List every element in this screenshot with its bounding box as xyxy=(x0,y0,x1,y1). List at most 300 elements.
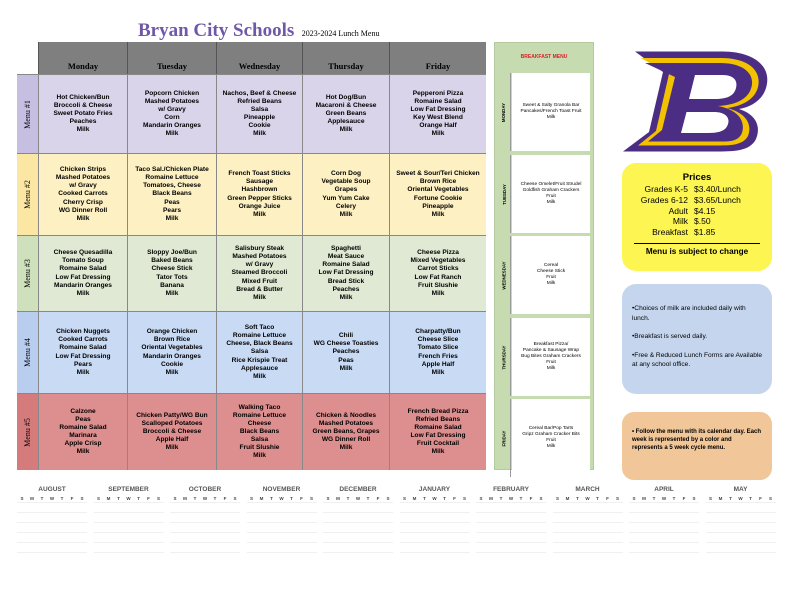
calendar-day-cell xyxy=(230,552,240,562)
breakfast-item: Sweet & Salty Granola Bar xyxy=(522,103,580,109)
calendar-day-cell xyxy=(476,542,486,552)
calendar-day-cell xyxy=(746,502,756,512)
menu-item: Soft Taco xyxy=(244,324,275,332)
calendar-day-cell xyxy=(323,542,333,552)
calendar-day-cell xyxy=(526,512,536,522)
menu-item: Milk xyxy=(76,289,90,297)
calendar-day-cell xyxy=(77,542,87,552)
calendar-day-cell xyxy=(736,532,746,542)
calendar-day-cell xyxy=(287,552,297,562)
menu-item: Banana xyxy=(160,281,184,289)
calendar-day-cell xyxy=(144,532,154,542)
calendar-weekdays xyxy=(94,496,164,501)
calendar-weekday: M xyxy=(106,496,111,501)
calendar-day-cell xyxy=(649,542,659,552)
calendar-weekday: T xyxy=(346,496,350,501)
breakfast-day xyxy=(498,399,511,477)
calendar-day-cell xyxy=(440,512,450,522)
calendar-weekday: T xyxy=(60,496,64,501)
calendar-day-cell xyxy=(410,502,420,512)
calendar-day-cell xyxy=(486,512,496,522)
calendar-weekday: T xyxy=(193,496,197,501)
menu-item: Green Beans, Grapes xyxy=(312,427,380,435)
calendar-day-cell xyxy=(333,502,343,512)
calendar-day-cell xyxy=(134,542,144,552)
calendar-day-cell xyxy=(180,542,190,552)
menu-item: Mashed Potatoes xyxy=(318,419,374,427)
menu-item: Mandarin Oranges xyxy=(54,281,112,289)
day-header-label: Monday xyxy=(67,61,99,71)
price-row xyxy=(640,184,741,195)
calendar-days xyxy=(400,502,470,562)
calendar-day-cell xyxy=(669,532,679,542)
calendar-month-name: SEPTEMBER xyxy=(108,486,149,493)
calendar-day-cell xyxy=(37,512,47,522)
menu-item: Hot Chicken/Bun xyxy=(56,93,110,101)
calendar-day-cell xyxy=(516,502,526,512)
menu-item: Sweet Potato Fries xyxy=(53,109,113,117)
menu-item: Romaine Salad xyxy=(59,423,107,431)
calendar-weekday: F xyxy=(606,496,609,501)
calendar-month-name: DECEMBER xyxy=(339,486,377,493)
calendar-day-cell xyxy=(726,552,736,562)
calendar-day-cell xyxy=(124,552,134,562)
menu-item: Oriental Vegetables xyxy=(141,344,203,352)
menu-item: Mashed Potatoes xyxy=(55,174,111,182)
calendar-month-april xyxy=(629,486,699,562)
menu-item: Low Fat Dressing xyxy=(55,273,111,281)
calendar-day-cell xyxy=(726,522,736,532)
calendar-day-cell xyxy=(613,522,623,532)
grid-corner xyxy=(17,42,38,74)
calendar-day-cell xyxy=(307,542,317,552)
menu-label-text: Menu #2 xyxy=(23,180,33,209)
breakfast-day-label: WEDNESDAY xyxy=(501,260,507,290)
calendar-day-cell xyxy=(496,522,506,532)
calendar-day-cell xyxy=(496,502,506,512)
calendar-weekday: S xyxy=(402,496,406,501)
menu-item: Macaroni & Cheese xyxy=(315,101,377,109)
school-name: Bryan City Schools xyxy=(138,20,295,41)
calendar-day-cell xyxy=(516,512,526,522)
calendar-month-name: JANUARY xyxy=(418,486,451,493)
menu-item: Popcorn Chicken xyxy=(144,89,200,97)
menu-item: Milk xyxy=(339,126,353,134)
menu-item: Cheese, Black Beans xyxy=(226,340,293,348)
calendar-day-cell xyxy=(536,542,546,552)
calendar-day-cell xyxy=(200,532,210,542)
calendar-day-cell xyxy=(629,542,639,552)
menu-item: Low Fat Dressing xyxy=(410,432,466,439)
calendar-day-cell xyxy=(220,552,230,562)
menu-item: Baked Beans xyxy=(151,257,193,265)
calendar-day-cell xyxy=(440,502,450,512)
breakfast-item: Cereal xyxy=(543,263,559,269)
calendar-month-name: AUGUST xyxy=(38,486,66,493)
calendar-day-cell xyxy=(210,502,220,512)
calendar-day-cell xyxy=(287,502,297,512)
calendar-day-cell xyxy=(639,552,649,562)
menu-cell xyxy=(127,393,216,470)
day-header-monday xyxy=(38,42,127,74)
calendar-day-cell xyxy=(343,532,353,542)
calendar-weekday: M xyxy=(336,496,340,501)
calendar-day-cell xyxy=(297,522,307,532)
calendar-weekday: T xyxy=(749,496,752,501)
menu-item: Key West Blend xyxy=(413,114,463,121)
calendar-weekday: S xyxy=(555,496,559,501)
menu-cell xyxy=(302,74,389,153)
day-header-label: Friday xyxy=(425,61,451,71)
calendar-day-cell xyxy=(220,532,230,542)
bryan-b-logo-icon xyxy=(620,44,778,154)
menu-cell xyxy=(302,153,389,235)
calendar-day-cell xyxy=(506,532,516,542)
calendar-day-cell xyxy=(27,552,37,562)
calendar-weekday: T xyxy=(40,496,44,501)
calendar-weekday: F xyxy=(70,496,74,501)
breakfast-item: Cheese Stick xyxy=(536,269,566,275)
calendar-day-cell xyxy=(410,522,420,532)
calendar-weekday: S xyxy=(386,496,390,501)
calendar-weekday: T xyxy=(652,496,656,501)
calendar-day-cell xyxy=(486,532,496,542)
calendar-day-cell xyxy=(114,552,124,562)
calendar-weekday: T xyxy=(576,496,579,501)
calendar-day-cell xyxy=(257,532,267,542)
calendar-day-cell xyxy=(257,502,267,512)
menu-item: Peaches xyxy=(332,285,360,293)
calendar-weekday: M xyxy=(30,496,34,501)
calendar-day-cell xyxy=(144,542,154,552)
calendar-day-cell xyxy=(736,542,746,552)
calendar-day-cell xyxy=(573,502,583,512)
calendar-day-cell xyxy=(220,542,230,552)
breakfast-items xyxy=(512,318,590,396)
menu-item: WG Dinner Roll xyxy=(321,436,371,444)
calendar-day-cell xyxy=(400,532,410,542)
breakfast-day-label: TUESDAY xyxy=(501,183,507,205)
menu-item: Romaine Salad xyxy=(59,265,107,273)
menu-item: Peaches xyxy=(69,118,97,126)
calendar-day-cell xyxy=(603,542,613,552)
calendar-day-cell xyxy=(486,502,496,512)
calendar-day-cell xyxy=(363,542,373,552)
calendar-day-cell xyxy=(94,552,104,562)
menu-item: Cheese Stick xyxy=(151,265,193,273)
calendar-day-cell xyxy=(373,502,383,512)
menu-item: Milk xyxy=(165,444,179,452)
calendar-weekday: M xyxy=(489,496,493,501)
calendar-weekdays xyxy=(400,496,470,501)
calendar-day-cell xyxy=(17,502,27,512)
calendar-day-cell xyxy=(144,502,154,512)
calendar-day-cell xyxy=(190,512,200,522)
calendar-day-cell xyxy=(516,542,526,552)
calendar-day-cell xyxy=(410,542,420,552)
menu-item: Corn xyxy=(164,114,180,121)
breakfast-day xyxy=(498,236,511,314)
calendar-day-cell xyxy=(450,542,460,552)
calendar-day-cell xyxy=(410,512,420,522)
calendar-month-march xyxy=(553,486,623,562)
calendar-day-cell xyxy=(154,502,164,512)
calendar-day-cell xyxy=(353,552,363,562)
menu-item: French Toast Sticks xyxy=(228,170,291,178)
menu-item: Salsa xyxy=(250,436,269,444)
calendar-day-cell xyxy=(756,502,766,512)
breakfast-items xyxy=(512,73,590,151)
calendar-day-cell xyxy=(77,522,87,532)
calendar-day-cell xyxy=(27,512,37,522)
menu-cell xyxy=(127,74,216,153)
menu-item: Milk xyxy=(253,293,266,301)
calendar-day-cell xyxy=(766,532,776,542)
calendar-day-cell xyxy=(200,552,210,562)
calendar-day-cell xyxy=(353,532,363,542)
menu-item: Peas xyxy=(75,415,91,423)
calendar-days xyxy=(553,502,623,562)
calendar-month-november xyxy=(247,486,317,562)
calendar-day-cell xyxy=(506,542,516,552)
menu-item: Milk xyxy=(76,214,90,222)
calendar-day-cell xyxy=(563,522,573,532)
menu-item: Hashbrown xyxy=(241,186,278,194)
calendar-day-cell xyxy=(649,552,659,562)
menu-item: Milk xyxy=(339,444,353,452)
calendar-weekdays xyxy=(170,496,240,501)
menu-item: Walking Taco xyxy=(238,403,281,411)
menu-item: Milk xyxy=(253,452,266,460)
calendar-weekdays xyxy=(629,496,699,501)
calendar-day-cell xyxy=(114,532,124,542)
calendar-day-cell xyxy=(373,542,383,552)
calendar-day-cell xyxy=(257,512,267,522)
calendar-days xyxy=(323,502,393,562)
calendar-day-cell xyxy=(267,552,277,562)
calendar-day-cell xyxy=(476,522,486,532)
calendar-day-cell xyxy=(440,552,450,562)
calendar-day-cell xyxy=(383,552,393,562)
calendar-day-cell xyxy=(307,522,317,532)
calendar-days xyxy=(247,502,317,562)
calendar-day-cell xyxy=(553,512,563,522)
calendar-day-cell xyxy=(603,512,613,522)
calendar-day-cell xyxy=(766,522,776,532)
calendar-day-cell xyxy=(144,512,154,522)
calendar-day-cell xyxy=(144,552,154,562)
menu-item: Chicken Nuggets xyxy=(56,328,110,336)
calendar-day-cell xyxy=(154,522,164,532)
calendar-day-cell xyxy=(363,512,373,522)
calendar-day-cell xyxy=(200,542,210,552)
calendar-day-cell xyxy=(297,532,307,542)
calendar-day-cell xyxy=(333,522,343,532)
menu-item: Pears xyxy=(163,206,181,214)
calendar-day-cell xyxy=(383,532,393,542)
menu-item: Peas xyxy=(164,198,180,206)
calendar-day-cell xyxy=(593,522,603,532)
menu-item: Cheese Quesadilla xyxy=(53,249,113,257)
menu-item: Milk xyxy=(76,126,90,134)
calendar-day-cell xyxy=(17,532,27,542)
calendar-day-cell xyxy=(593,542,603,552)
calendar-day-cell xyxy=(247,552,257,562)
calendar-day-cell xyxy=(573,522,583,532)
calendar-month-name: NOVEMBER xyxy=(262,486,301,493)
menu-item: Fruit Slushie xyxy=(418,281,458,289)
calendar-weekday: F xyxy=(147,496,150,501)
calendar-day-cell xyxy=(746,552,756,562)
menu-label-4 xyxy=(17,311,38,393)
calendar-day-cell xyxy=(420,552,430,562)
menu-item: Apple Crisp xyxy=(64,440,102,448)
menu-cell xyxy=(302,393,389,470)
calendar-day-cell xyxy=(603,522,613,532)
calendar-day-cell xyxy=(210,512,220,522)
calendar-weekday: T xyxy=(270,496,273,501)
page-title xyxy=(138,20,379,42)
calendar-day-cell xyxy=(124,532,134,542)
menu-item: Fortune Cookie xyxy=(413,194,463,202)
menu-item: French Fries xyxy=(418,352,458,360)
calendar-day-cell xyxy=(343,522,353,532)
calendar-day-cell xyxy=(297,552,307,562)
calendar-day-cell xyxy=(460,512,470,522)
menu-item: w/ Gravy xyxy=(245,261,274,269)
calendar-day-cell xyxy=(450,512,460,522)
menu-subtitle: 2023-2024 Lunch Menu xyxy=(301,29,380,38)
calendar-day-cell xyxy=(689,522,699,532)
menu-cell xyxy=(389,311,486,393)
calendar-day-cell xyxy=(496,552,506,562)
calendar-month-august xyxy=(17,486,87,562)
calendar-day-cell xyxy=(486,552,496,562)
menu-item: Spaghetti xyxy=(330,245,362,253)
calendar-day-cell xyxy=(766,502,776,512)
calendar-day-cell xyxy=(573,512,583,522)
calendar-day-cell xyxy=(94,532,104,542)
menu-item: Meat Sauce xyxy=(327,253,365,261)
calendar-weekday: S xyxy=(692,496,696,501)
calendar-day-cell xyxy=(104,502,114,512)
calendar-weekday: W xyxy=(585,496,590,501)
calendar-day-cell xyxy=(230,512,240,522)
calendar-weekday: S xyxy=(708,496,712,501)
calendar-day-cell xyxy=(27,542,37,552)
calendar-day-cell xyxy=(506,522,516,532)
calendar-day-cell xyxy=(496,532,506,542)
calendar-weekday: M xyxy=(565,496,570,501)
price-value: $.50 xyxy=(694,216,711,227)
calendar-days xyxy=(706,502,776,562)
calendar-day-cell xyxy=(420,512,430,522)
menu-item: Mandarin Oranges xyxy=(143,352,201,360)
menu-item: Salisbury Steak xyxy=(234,245,285,253)
calendar-day-cell xyxy=(669,542,679,552)
calendar-day-cell xyxy=(383,522,393,532)
calendar-day-cell xyxy=(190,542,200,552)
calendar-day-cell xyxy=(573,552,583,562)
price-label: Adult xyxy=(668,205,688,216)
calendar-weekday: S xyxy=(615,496,619,501)
price-row xyxy=(640,206,741,217)
menu-cell xyxy=(127,235,216,311)
menu-item: Bread Stick xyxy=(327,277,365,285)
calendar-day-cell xyxy=(659,532,669,542)
calendar-day-cell xyxy=(766,542,776,552)
calendar-day-cell xyxy=(287,532,297,542)
calendar-day-cell xyxy=(583,532,593,542)
calendar-day-cell xyxy=(17,552,27,562)
calendar-day-cell xyxy=(134,522,144,532)
calendar-day-cell xyxy=(420,502,430,512)
menu-item: Cherry Crisp xyxy=(63,198,103,206)
calendar-day-cell xyxy=(629,502,639,512)
calendar-day-cell xyxy=(210,552,220,562)
breakfast-item: Bug Bites Graham Crackers xyxy=(521,354,581,359)
calendar-day-cell xyxy=(679,552,689,562)
calendar-day-cell xyxy=(57,522,67,532)
menu-item: Pineapple xyxy=(422,202,454,210)
menu-item: Chicken Strips xyxy=(59,166,107,174)
calendar-month-december xyxy=(323,486,393,562)
calendar-day-cell xyxy=(583,502,593,512)
calendar-day-cell xyxy=(526,532,536,542)
calendar-day-cell xyxy=(689,532,699,542)
calendar-day-cell xyxy=(170,552,180,562)
calendar-day-cell xyxy=(593,512,603,522)
calendar-day-cell xyxy=(57,512,67,522)
calendar-day-cell xyxy=(593,532,603,542)
calendar-days xyxy=(170,502,240,562)
calendar-day-cell xyxy=(333,552,343,562)
calendar-day-cell xyxy=(17,522,27,532)
calendar-day-cell xyxy=(363,522,373,532)
menu-item: Sloppy Joe/Bun xyxy=(147,249,197,257)
calendar-day-cell xyxy=(134,532,144,542)
menu-item: Milk xyxy=(431,448,445,456)
calendar-day-cell xyxy=(526,522,536,532)
breakfast-row-friday xyxy=(498,399,590,477)
menu-item: Corn Dog xyxy=(330,170,362,178)
calendar-day-cell xyxy=(267,532,277,542)
breakfast-item: Pancakes/French Toast Fruit xyxy=(520,109,582,114)
calendar-day-cell xyxy=(563,532,573,542)
menu-cell xyxy=(389,393,486,470)
price-value: $3.65/Lunch xyxy=(694,194,741,205)
menu-label-text: Menu #3 xyxy=(23,259,33,288)
menu-item: Charpatty/Bun xyxy=(415,328,461,336)
calendar-day-cell xyxy=(526,552,536,562)
calendar-day-cell xyxy=(37,522,47,532)
menu-item: Fruit Slushie xyxy=(239,444,280,452)
calendar-day-cell xyxy=(247,532,257,542)
calendar-day-cell xyxy=(230,542,240,552)
calendar-day-cell xyxy=(124,512,134,522)
calendar-day-cell xyxy=(659,512,669,522)
calendar-weekday: W xyxy=(202,496,208,501)
calendar-weekdays xyxy=(553,496,623,501)
calendar-weekday: S xyxy=(96,496,100,501)
calendar-day-cell xyxy=(104,532,114,542)
calendar-days xyxy=(476,502,546,562)
calendar-day-cell xyxy=(333,532,343,542)
calendar-weekday: F xyxy=(376,496,380,501)
breakfast-item: Fruit xyxy=(546,275,556,280)
calendar-day-cell xyxy=(27,532,37,542)
calendar-day-cell xyxy=(603,532,613,542)
